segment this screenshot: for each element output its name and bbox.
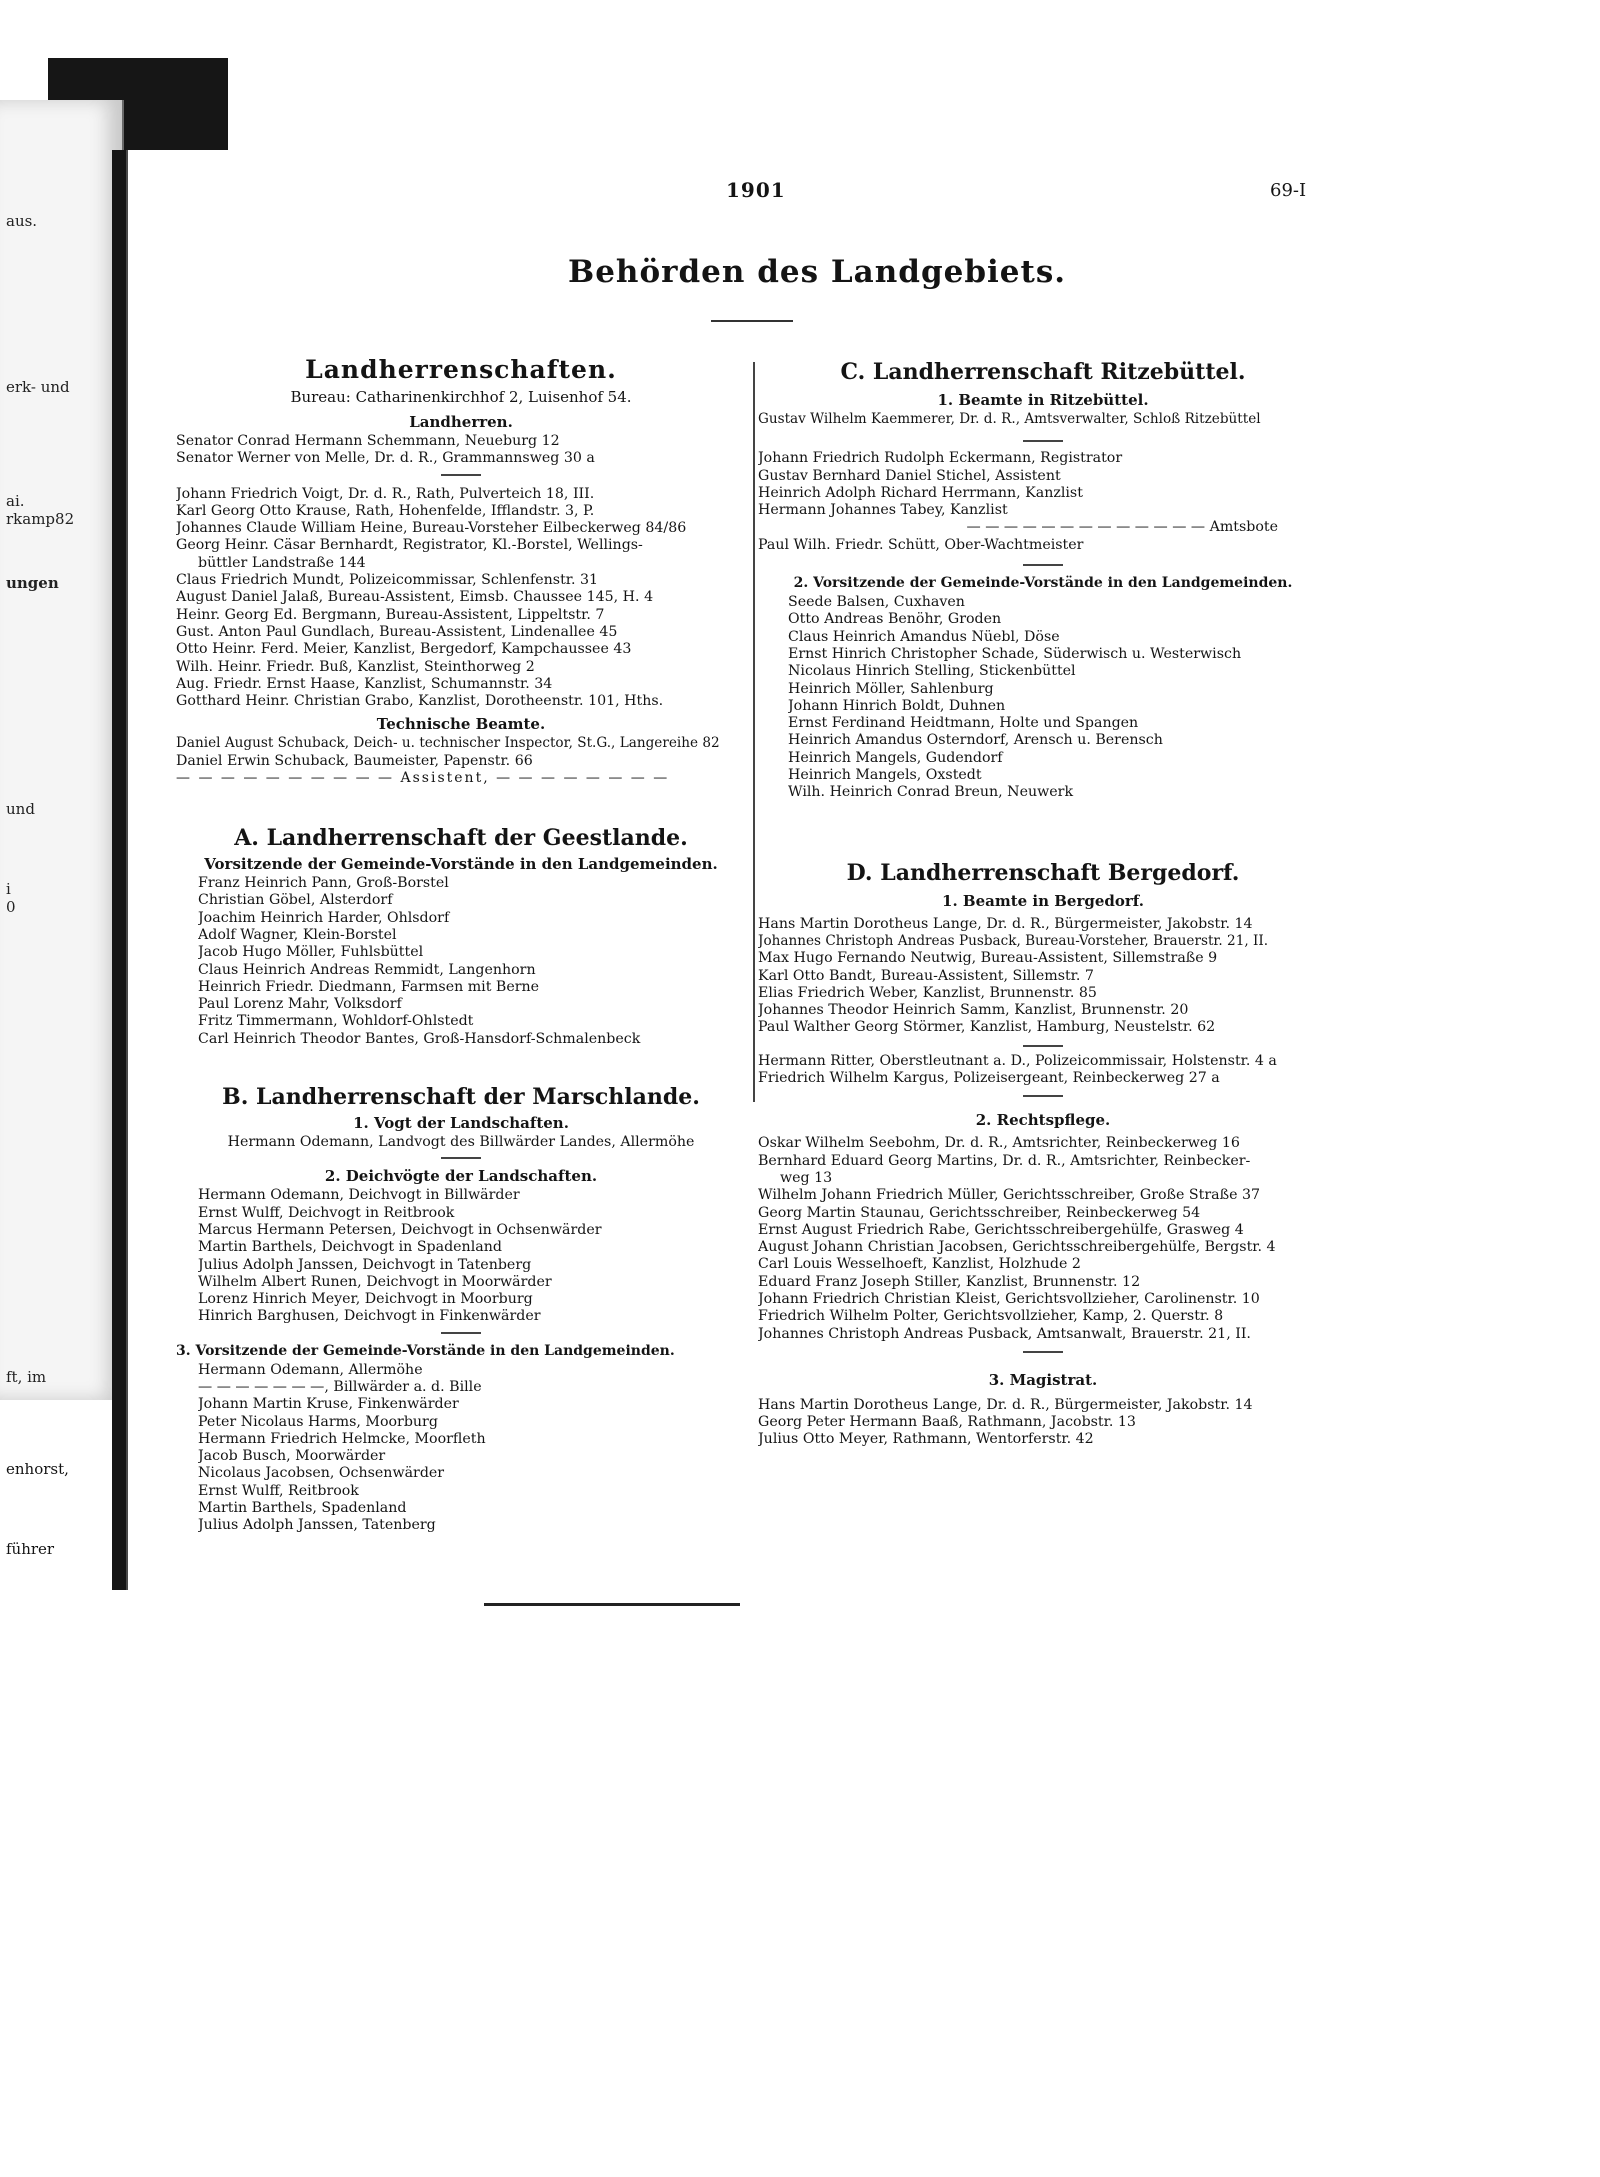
list-item: Hermann Odemann, Landvogt des Billwärder Landes, Allermöhe <box>227 1134 695 1151</box>
list-item: Fritz Timmermann, Wohldorf-Ohlstedt <box>198 1013 474 1030</box>
left-column <box>176 353 746 1535</box>
bergedorf-beamte-list <box>758 916 1328 1037</box>
page-year: 1901 <box>726 178 786 202</box>
subheading-bergedorf-beamte: 1. Beamte in Bergedorf. <box>942 891 1144 910</box>
list-item: Martin Barthels, Deichvogt in Spadenland <box>198 1239 502 1256</box>
facing-page-fragment: 0 <box>6 898 16 916</box>
list-item: Max Hugo Fernando Neutwig, Bureau-Assistent, Sillemstraße 9 <box>758 950 1218 967</box>
geestlande-list <box>176 875 746 1048</box>
separator <box>1023 440 1063 442</box>
facing-page-fragment: aus. <box>6 212 38 230</box>
page-number: 69-I <box>1270 180 1307 201</box>
subheading-technische-beamte: Technische Beamte. <box>376 715 546 734</box>
list-item: Wilhelm Albert Runen, Deichvogt in Moorwärder <box>198 1273 552 1290</box>
staff-list <box>176 486 746 711</box>
list-item: Heinrich Friedr. Diedmann, Farmsen mit Berne <box>198 978 540 995</box>
list-item: Hermann Ritter, Oberstleutnant a. D., Polizeicommissair, Holstenstr. 4 a <box>758 1052 1277 1069</box>
list-item: Christian Göbel, Alsterdorf <box>198 892 393 909</box>
subheading-magistrat: 3. Magistrat. <box>988 1370 1098 1389</box>
list-item: Daniel Erwin Schuback, Baumeister, Papenstr. 66 <box>176 752 533 769</box>
list-item: Hermann Johannes Tabey, Kanzlist <box>758 502 1008 519</box>
list-item: Joachim Heinrich Harder, Ohlsdorf <box>198 909 450 926</box>
list-item: Ernst Hinrich Christopher Schade, Süderwisch u. Westerwisch <box>788 645 1242 662</box>
list-item: Wilh. Heinr. Friedr. Buß, Kanzlist, Steinthorweg 2 <box>176 658 535 675</box>
section-heading-landherrenschaften: Landherrenschaften. <box>305 355 617 384</box>
facing-page-fragment: erk- und <box>6 378 70 396</box>
list-item: Friedrich Wilhelm Kargus, Polizeisergeant, Reinbeckerweg 27 a <box>758 1070 1220 1087</box>
list-item: Nicolaus Hinrich Stelling, Stickenbüttel <box>788 663 1076 680</box>
separator <box>1023 1351 1063 1353</box>
list-item: Senator Conrad Hermann Schemmann, Neueburg 12 <box>176 433 560 449</box>
section-heading-geestlande: A. Landherrenschaft der Geestlande. <box>234 825 688 852</box>
list-item: Gustav Wilhelm Kaemmerer, Dr. d. R., Amtsverwalter, Schloß Ritzebüttel <box>758 411 1261 427</box>
list-item: Heinr. Georg Ed. Bergmann, Bureau-Assistent, Lippeltstr. 7 <box>176 606 605 623</box>
section-heading-bergedorf: D. Landherrenschaft Bergedorf. <box>846 859 1240 886</box>
list-item: Paul Wilh. Friedr. Schütt, Ober-Wachtmeister <box>758 536 1084 553</box>
list-item: Otto Heinr. Ferd. Meier, Kanzlist, Bergedorf, Kampchaussee 43 <box>176 641 632 658</box>
list-item: Senator Werner von Melle, Dr. d. R., Grammannsweg 30 a <box>176 450 595 467</box>
list-item: Bernhard Eduard Georg Martins, Dr. d. R., Amtsrichter, Reinbecker- <box>758 1152 1251 1169</box>
list-item: Hermann Friedrich Helmcke, Moorfleth <box>198 1430 486 1447</box>
list-item: Lorenz Hinrich Meyer, Deichvogt in Moorburg <box>198 1291 533 1308</box>
facing-page-fragment: und <box>6 800 35 818</box>
facing-page-fragment: enhorst, <box>6 1460 69 1478</box>
closing-rule <box>484 1603 740 1606</box>
list-item: August Johann Christian Jacobsen, Gerichtsschreibergehülfe, Bergstr. 4 <box>758 1239 1276 1256</box>
list-item: Johann Friedrich Christian Kleist, Gerichtsvollzieher, Carolinenstr. 10 <box>758 1290 1260 1307</box>
list-item: Johannes Christoph Andreas Pusback, Bureau-Vorsteher, Brauerstr. 21, II. <box>758 932 1269 949</box>
list-item: Hans Martin Dorotheus Lange, Dr. d. R., Bürgermeister, Jakobstr. 14 <box>758 915 1253 932</box>
subheading-deichvoegte: 2. Deichvögte der Landschaften. <box>324 1167 598 1186</box>
rechtspflege-list <box>758 1135 1328 1343</box>
list-item: Johann Friedrich Rudolph Eckermann, Registrator <box>758 450 1123 467</box>
facing-page-fragment: ft, im <box>6 1368 47 1386</box>
ritzebuettel-beamte-list <box>758 450 1328 554</box>
facing-page-fragment: führer <box>6 1540 55 1558</box>
magistrat-list <box>758 1397 1328 1449</box>
list-item: Jacob Hugo Möller, Fuhlsbüttel <box>198 944 424 961</box>
list-item: Gust. Anton Paul Gundlach, Bureau-Assistent, Lindenallee 45 <box>176 623 618 640</box>
list-item: Hermann Odemann, Deichvogt in Billwärder <box>198 1187 520 1204</box>
list-item: Otto Andreas Benöhr, Groden <box>788 611 1002 628</box>
separator <box>441 1332 481 1334</box>
list-item: Julius Adolph Janssen, Tatenberg <box>198 1517 436 1534</box>
list-item: Hinrich Barghusen, Deichvogt in Finkenwärder <box>198 1308 541 1325</box>
bureau-address: Bureau: Catharinenkirchhof 2, Luisenhof 54. <box>290 388 632 406</box>
facing-page-fragment: ai. <box>6 492 25 510</box>
list-item: August Daniel Jalaß, Bureau-Assistent, Eimsb. Chaussee 145, H. 4 <box>176 589 654 606</box>
book-gutter <box>112 150 126 1590</box>
separator <box>1023 1095 1063 1097</box>
list-item: Carl Louis Wesselhoeft, Kanzlist, Holzhude 2 <box>758 1256 1081 1273</box>
list-item: Heinrich Adolph Richard Herrmann, Kanzlist <box>758 484 1083 501</box>
list-item: Johannes Christoph Andreas Pusback, Amtsanwalt, Brauerstr. 21, II. <box>758 1325 1251 1342</box>
document-page <box>126 150 1314 1590</box>
list-item: Karl Otto Bandt, Bureau-Assistent, Sillemstr. 7 <box>758 967 1094 984</box>
list-item: — — — — — — —, Billwärder a. d. Bille <box>198 1378 482 1395</box>
list-item: Paul Lorenz Mahr, Volksdorf <box>198 996 402 1013</box>
subheading-vogt: 1. Vogt der Landschaften. <box>353 1114 569 1133</box>
list-item: Johann Friedrich Voigt, Dr. d. R., Rath, Pulverteich 18, III. <box>176 485 595 502</box>
list-item: Claus Friedrich Mundt, Polizeicommissar, Schlenfenstr. 31 <box>176 572 599 589</box>
list-item: Seede Balsen, Cuxhaven <box>788 594 965 611</box>
list-item: Heinrich Mangels, Gudendorf <box>788 749 1003 766</box>
list-item: Ernst August Friedrich Rabe, Gerichtsschreibergehülfe, Grasweg 4 <box>758 1221 1244 1238</box>
list-item: Marcus Hermann Petersen, Deichvogt in Ochsenwärder <box>198 1221 602 1238</box>
list-item: Martin Barthels, Spadenland <box>198 1500 407 1517</box>
list-item: Hans Martin Dorotheus Lange, Dr. d. R., Bürgermeister, Jakobstr. 14 <box>758 1396 1253 1413</box>
list-item: Nicolaus Jacobsen, Ochsenwärder <box>198 1465 445 1482</box>
ritzebuettel-vorsitzende-list <box>758 594 1328 802</box>
list-item: Adolf Wagner, Klein-Borstel <box>198 926 397 943</box>
list-item: — — — — — — — — — — — — — Amtsbote <box>966 519 1278 536</box>
bergedorf-polizei-list <box>758 1053 1328 1088</box>
separator <box>1023 564 1063 566</box>
list-item: Johann Hinrich Boldt, Duhnen <box>788 697 1006 714</box>
list-item: Elias Friedrich Weber, Kanzlist, Brunnenstr. 85 <box>758 984 1097 1001</box>
facing-page-fragment: rkamp82 <box>6 510 75 528</box>
list-item: Heinrich Amandus Osterndorf, Arensch u. Berensch <box>788 732 1163 749</box>
facing-page-fragment: ungen <box>6 574 59 592</box>
subheading-marschlande-vorsitzende: 3. Vorsitzende der Gemeinde-Vorstände in den Landgemeinden. <box>176 1342 675 1359</box>
list-item: Julius Otto Meyer, Rathmann, Wentorferstr. 42 <box>758 1431 1094 1448</box>
list-item: Eduard Franz Joseph Stiller, Kanzlist, Brunnenstr. 12 <box>758 1273 1141 1290</box>
column-divider <box>753 362 755 1102</box>
list-item: Georg Martin Staunau, Gerichtsschreiber, Reinbeckerweg 54 <box>758 1204 1201 1221</box>
facing-page-edge <box>0 100 124 1400</box>
section-heading-marschlande: B. Landherrenschaft der Marschlande. <box>222 1084 700 1111</box>
list-item: Gustav Bernhard Daniel Stichel, Assistent <box>758 467 1061 484</box>
list-item: Wilh. Heinrich Conrad Breun, Neuwerk <box>788 784 1074 801</box>
list-item: Hermann Odemann, Allermöhe <box>198 1361 423 1378</box>
list-item: Ernst Wulff, Reitbrook <box>198 1482 359 1499</box>
subheading-ritzebuettel-vorsitzende: 2. Vorsitzende der Gemeinde-Vorstände in den Landgemeinden. <box>793 575 1293 592</box>
landherren-list <box>176 433 746 468</box>
page-title: Behörden des Landgebiets. <box>568 254 1067 290</box>
marschlande-vorsitzende-list <box>176 1362 746 1535</box>
list-item: Julius Adolph Janssen, Deichvogt in Tatenberg <box>198 1256 532 1273</box>
list-item: Heinrich Möller, Sahlenburg <box>788 680 994 697</box>
list-item: Georg Peter Hermann Baaß, Rathmann, Jacobstr. 13 <box>758 1414 1136 1431</box>
list-item: Daniel August Schuback, Deich- u. technischer Inspector, St.G., Langereihe 82 <box>176 735 720 752</box>
separator <box>441 474 481 476</box>
facing-page-fragment: i <box>6 880 11 898</box>
list-item: Claus Heinrich Amandus Nüebl, Döse <box>788 628 1060 645</box>
list-item: Johann Martin Kruse, Finkenwärder <box>198 1396 459 1413</box>
separator <box>441 1157 481 1159</box>
subheading-rechtspflege: 2. Rechtspflege. <box>975 1111 1111 1130</box>
list-item: Ernst Ferdinand Heidtmann, Holte und Spangen <box>788 715 1139 732</box>
list-item: Friedrich Wilhelm Polter, Gerichtsvollzieher, Kamp, 2. Querstr. 8 <box>758 1308 1224 1325</box>
list-item: Claus Heinrich Andreas Remmidt, Langenhorn <box>198 961 536 978</box>
list-item: Franz Heinrich Pann, Groß-Borstel <box>198 875 449 892</box>
title-rule <box>711 320 793 322</box>
list-item: Johannes Claude William Heine, Bureau-Vorsteher Eilbeckerweg 84/86 <box>176 520 687 537</box>
list-item: Jacob Busch, Moorwärder <box>198 1448 386 1465</box>
list-item: Karl Georg Otto Krause, Rath, Hohenfelde, Ifflandstr. 3, P. <box>176 502 595 519</box>
subheading-geestlande-vorsitzende: Vorsitzende der Gemeinde-Vorstände in den Landgemeinden. <box>204 855 718 874</box>
list-item: büttler Landstraße 144 <box>198 554 366 571</box>
list-item: Gotthard Heinr. Christian Grabo, Kanzlist, Dorotheenstr. 101, Hths. <box>176 693 664 710</box>
list-item: Oskar Wilhelm Seebohm, Dr. d. R., Amtsrichter, Reinbeckerweg 16 <box>758 1135 1240 1152</box>
list-item: Georg Heinr. Cäsar Bernhardt, Registrator, Kl.-Borstel, Wellings- <box>176 537 643 554</box>
separator <box>1023 1045 1063 1047</box>
subheading-ritzebuettel-beamte: 1. Beamte in Ritzebüttel. <box>937 391 1149 409</box>
list-item: Heinrich Mangels, Oxstedt <box>788 767 982 784</box>
assistent-line: — — — — — — — — — — Assistent, — — — — — — — — <box>176 770 670 787</box>
section-heading-ritzebuettel: C. Landherrenschaft Ritzebüttel. <box>840 359 1246 385</box>
list-item: Peter Nicolaus Harms, Moorburg <box>198 1413 438 1430</box>
list-item: Ernst Wulff, Deichvogt in Reitbrook <box>198 1204 455 1221</box>
list-item: Wilhelm Johann Friedrich Müller, Gerichtsschreiber, Große Straße 37 <box>758 1187 1261 1204</box>
right-column <box>758 357 1328 1449</box>
list-item: weg 13 <box>780 1169 833 1186</box>
list-item: Carl Heinrich Theodor Bantes, Groß-Hansdorf-Schmalenbeck <box>198 1030 641 1047</box>
subheading-landherren: Landherren. <box>409 413 513 431</box>
list-item: Paul Walther Georg Störmer, Kanzlist, Hamburg, Neustelstr. 62 <box>758 1019 1216 1036</box>
list-item: Johannes Theodor Heinrich Samm, Kanzlist, Brunnenstr. 20 <box>758 1002 1189 1019</box>
list-item: Aug. Friedr. Ernst Haase, Kanzlist, Schumannstr. 34 <box>176 675 553 692</box>
deichvoegte-list <box>176 1187 746 1325</box>
